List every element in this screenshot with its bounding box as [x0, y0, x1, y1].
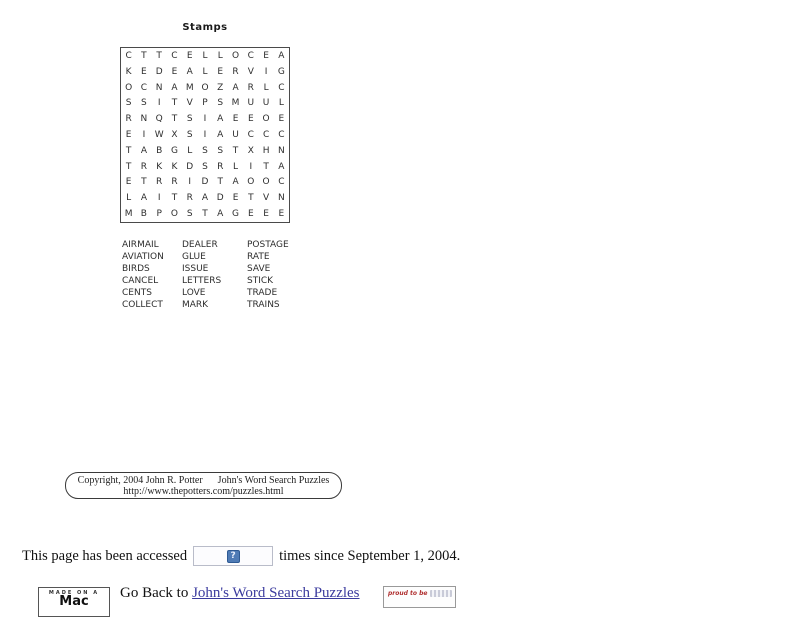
mac-logo-label: Mac — [59, 594, 89, 609]
word-item: TRAINS — [247, 300, 280, 310]
grid-letter: E — [232, 193, 239, 204]
grid-letter: H — [262, 145, 270, 156]
grid-letter: L — [202, 66, 208, 77]
word-item: RATE — [247, 252, 270, 262]
grid-letter: R — [232, 66, 239, 77]
grid-letter: A — [232, 177, 239, 188]
grid-letter: L — [263, 82, 269, 93]
word-item: TRADE — [247, 288, 278, 298]
grid-letter: A — [201, 193, 209, 204]
grid-letter: L — [217, 50, 223, 61]
grid-letter: O — [262, 177, 270, 188]
word-item: POSTAGE — [247, 240, 289, 250]
grid-letter: E — [125, 177, 132, 188]
grid-letter: B — [156, 145, 163, 156]
grid-letter: O — [125, 82, 133, 93]
grid-letter: I — [142, 129, 146, 140]
grid-letter: W — [154, 129, 164, 140]
go-back-text: Go Back to — [120, 585, 189, 601]
grid-letter: E — [171, 66, 178, 77]
grid-letter: A — [186, 66, 193, 77]
grid-letter: T — [141, 50, 147, 61]
word-search-grid — [120, 47, 290, 223]
grid-letter: R — [156, 177, 163, 188]
grid-letter: E — [278, 209, 285, 220]
grid-letter: C — [262, 129, 270, 140]
grid-letter: S — [217, 98, 224, 109]
grid-letter: C — [278, 82, 285, 93]
grid-letter: O — [201, 82, 209, 93]
word-item: BIRDS — [122, 264, 150, 274]
grid-letter: M — [231, 98, 240, 109]
grid-letter: C — [247, 50, 254, 61]
word-item: DEALER — [182, 240, 218, 250]
grid-letter: A — [217, 129, 224, 140]
grid-letter: L — [233, 161, 239, 172]
word-item: AIRMAIL — [122, 240, 159, 250]
grid-letter: C — [125, 50, 132, 61]
grid-letter: S — [217, 145, 224, 156]
grid-letter: D — [155, 66, 163, 77]
grid-letter: O — [247, 177, 255, 188]
grid-letter: C — [247, 129, 254, 140]
grid-letter: D — [186, 161, 194, 172]
grid-letter: R — [125, 114, 132, 125]
word-list-column — [247, 239, 307, 311]
grid-letter: I — [203, 129, 207, 140]
word-list-column — [182, 239, 247, 311]
word-list-column — [122, 239, 182, 311]
counter-suffix-text: times since September 1, 2004. — [279, 547, 461, 564]
grid-letter: T — [141, 177, 147, 188]
grid-letter: Z — [217, 82, 224, 93]
grid-letter: A — [232, 82, 239, 93]
grid-letter: S — [202, 161, 208, 172]
grid-letter: E — [232, 114, 239, 125]
word-item: AVIATION — [122, 252, 164, 262]
proud-to-be-badge[interactable] — [383, 586, 456, 608]
grid-letter: O — [170, 209, 178, 220]
grid-letter: P — [156, 209, 162, 220]
grid-letter: V — [247, 66, 254, 77]
grid-letter: T — [125, 145, 132, 156]
grid-letter: E — [278, 114, 285, 125]
hit-counter-broken-image — [193, 546, 273, 566]
grid-letter: E — [247, 114, 254, 125]
grid-letter: T — [156, 50, 162, 61]
grid-letter: M — [124, 209, 133, 220]
copyright-box — [65, 472, 342, 499]
copyright-line1: Copyright, 2004 John R. Potter John's Word Search Puzzles — [77, 475, 330, 486]
grid-letter: C — [278, 129, 285, 140]
word-item: CENTS — [122, 288, 152, 298]
made-on-a-mac-badge[interactable] — [38, 587, 110, 617]
grid-letter: T — [263, 161, 269, 172]
grid-letter: S — [186, 114, 193, 125]
grid-letter: V — [263, 193, 270, 204]
grid-letter: M — [185, 82, 194, 93]
grid-letter: N — [140, 114, 148, 125]
grid-letter: K — [171, 161, 178, 172]
grid-letter: S — [186, 209, 193, 220]
grid-letter: E — [125, 129, 132, 140]
word-search-puzzles-link[interactable]: John's Word Search Puzzles — [192, 585, 360, 601]
grid-letter: N — [277, 193, 285, 204]
grid-letter: T — [232, 145, 239, 156]
grid-letter: G — [277, 66, 285, 77]
grid-letter: T — [202, 209, 208, 220]
grid-letter: I — [157, 193, 161, 204]
grid-letter: C — [278, 177, 285, 188]
hit-counter-line — [22, 544, 460, 568]
grid-letter: R — [171, 177, 178, 188]
grid-letter: C — [140, 82, 148, 93]
copyright-url: http://www.thepotters.com/puzzles.html — [123, 486, 284, 497]
word-item: SAVE — [247, 264, 271, 274]
grid-letter: Q — [155, 114, 163, 125]
grid-letter: N — [277, 145, 285, 156]
grid-letter: E — [186, 50, 193, 61]
grid-letter: U — [247, 98, 255, 109]
grid-letter: E — [263, 50, 269, 61]
page-title: Stamps — [182, 22, 228, 33]
grid-letter: P — [202, 98, 208, 109]
word-item: COLLECT — [122, 300, 163, 310]
word-item: MARK — [182, 300, 209, 310]
grid-letter: E — [141, 66, 147, 77]
grid-letter: D — [216, 193, 224, 204]
grid-letter: I — [249, 161, 253, 172]
grid-letter: T — [217, 177, 224, 188]
grid-letter: E — [217, 66, 224, 77]
grid-letter: K — [156, 161, 163, 172]
proud-to-be-label: proud to be — [388, 590, 428, 597]
grid-letter: A — [171, 82, 178, 93]
grid-letter: X — [171, 129, 178, 140]
word-item: STICK — [247, 276, 274, 286]
grid-letter: K — [125, 66, 132, 77]
grid-letter: I — [188, 177, 192, 188]
grid-letter: U — [262, 98, 270, 109]
counter-prefix-text: This page has been accessed — [22, 547, 188, 564]
grid-letter: B — [140, 209, 147, 220]
word-item: GLUE — [182, 252, 206, 262]
grid-letter: E — [263, 209, 269, 220]
word-item: LOVE — [182, 288, 206, 298]
broken-image-icon: ? — [227, 550, 240, 563]
grid-letter: A — [217, 114, 224, 125]
grid-letter: L — [126, 193, 132, 204]
grid-letter: O — [231, 50, 240, 61]
word-item: LETTERS — [182, 276, 222, 286]
grid-letter: I — [264, 66, 268, 77]
grid-letter: A — [278, 161, 285, 172]
go-back-line — [120, 585, 360, 602]
grid-letter: T — [171, 114, 178, 125]
grid-letter: T — [171, 193, 178, 204]
grid-letter: D — [201, 177, 209, 188]
grid-letter: L — [278, 98, 284, 109]
grid-letter: R — [247, 82, 254, 93]
grid-letter: G — [170, 145, 178, 156]
grid-letter: X — [247, 145, 254, 156]
grid-letter: A — [278, 50, 285, 61]
grid-letter: R — [217, 161, 224, 172]
grid-letter: I — [157, 98, 161, 109]
grid-letter: A — [140, 145, 147, 156]
grid-letter: T — [248, 193, 254, 204]
grid-letter: O — [262, 114, 270, 125]
word-item: CANCEL — [122, 276, 159, 286]
grid-letter: V — [186, 98, 193, 109]
grid-letter: N — [155, 82, 163, 93]
grid-letter: C — [171, 50, 178, 61]
grid-letter: L — [202, 50, 208, 61]
grid-letter: T — [125, 161, 132, 172]
word-list — [122, 239, 307, 311]
word-item: ISSUE — [182, 264, 209, 274]
grid-letter: T — [171, 98, 178, 109]
badge-fine-print — [430, 590, 452, 597]
grid-letter: A — [217, 209, 224, 220]
grid-letter: E — [247, 209, 254, 220]
grid-letter: S — [186, 129, 193, 140]
grid-letter: S — [125, 98, 132, 109]
grid-letter: R — [140, 161, 148, 172]
grid-letter: I — [203, 114, 207, 125]
grid-letter: S — [141, 98, 147, 109]
made-on-a-label: MADE ON A — [48, 590, 100, 596]
grid-letter: R — [186, 193, 193, 204]
grid-letter: U — [232, 129, 239, 140]
grid-letter: S — [202, 145, 208, 156]
grid-letter: L — [187, 145, 193, 156]
grid-letter: G — [232, 209, 240, 220]
grid-letter: A — [140, 193, 147, 204]
